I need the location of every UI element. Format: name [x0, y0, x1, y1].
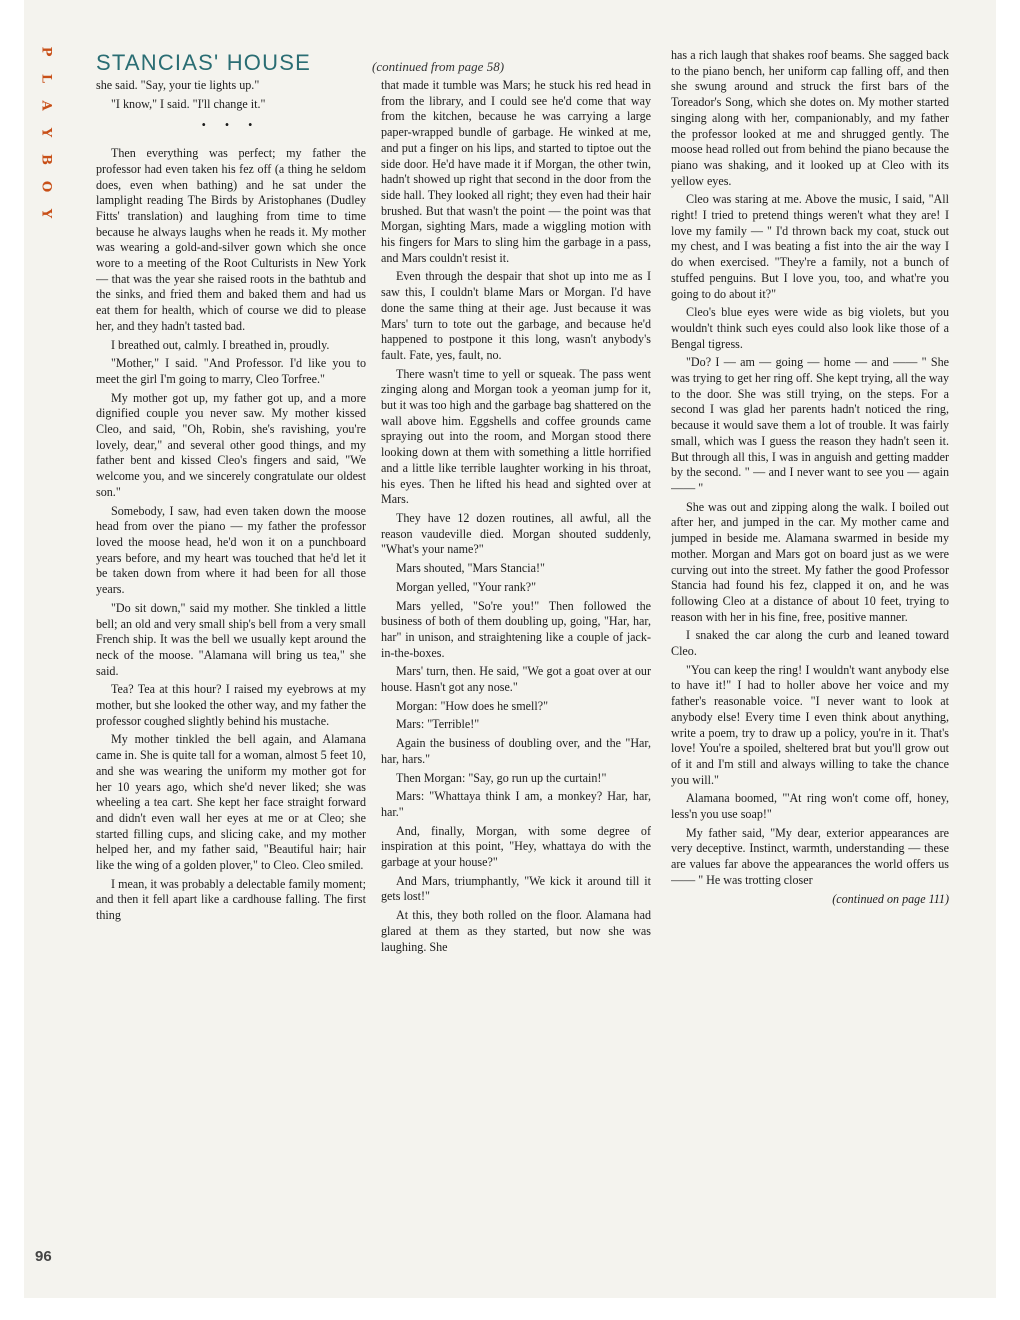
paragraph: Mars' turn, then. He said, "We got a goat over at our house. Hasn't got any nose.": [381, 664, 651, 695]
paragraph: Morgan yelled, "Your rank?": [396, 579, 537, 594]
paragraph: My father said, "My dear, exterior appearances are very deceptive. Instinct, warmth, understanding — these are values far above the appearances the world offers us —— " He was trotting closer: [671, 825, 949, 887]
paragraph: Mars: "Whattaya think I am, a monkey? Har, har, har.": [381, 789, 651, 819]
paragraph: "I know," I said. "I'll change it.": [111, 96, 266, 111]
paragraph: She was out and zipping along the walk. I boiled out after her, and jumped in the car. My mother came and jumped in beside me. Alamana swarmed in beside my mother. Morgan and Mars got on board just as we were curving out into the street. My father the good Professor Stancia had found his fez, clapped it on, and he was following Cleo at a distance of about 10 feet, trying to reason with her in his fine, free, positive manner.: [671, 499, 949, 624]
paragraph: I snaked the car along the curb and leaned toward Cleo.: [671, 628, 949, 659]
paragraph: Alamana boomed, "'At ring won't come off, honey, less'n you use soap!": [671, 791, 949, 822]
paragraph: There wasn't time to yell or squeak. The pass went zinging along and Morgan took a yeoman jump for it, but it was too high and the garbage bag shattered on the wall above him. Eggshells and coffee grounds came spraying out into the room, and Morgan stood there looking down at them with something a little horrified and a little like terrible laughter working in his throat, his eyes. Then he lifted his head and sighted over at Mars.: [381, 366, 651, 507]
paragraph: Then Morgan: "Say, go run up the curtain!": [396, 770, 607, 785]
paragraph: Tea? Tea at this hour? I raised my eyebrows at my mother, but she looked the other way, and my father the professor coughed slightly behind his mustache.: [96, 682, 366, 728]
paragraph: At this, they both rolled on the floor. Alamana had glared at them as they started, but now she was laughing. She: [381, 908, 651, 954]
text-column-1: [96, 78, 366, 1284]
paragraph: "You can keep the ring! I wouldn't want anybody else to have it!" I had to holler above her voice and my father's reasonable voice. "I never want to look at anybody else! Every time I even think about anything, write a poem, try to draw up a policy, you're in it. That's love! You're a spoiled, sheltered brat but you'll grow out of it and I'm still and always willing to take the chance you will.": [671, 662, 949, 787]
paragraph: Again the business of doubling over, and the "Har, har, hars.": [381, 736, 651, 766]
paragraph: Mars: "Terrible!": [396, 717, 480, 732]
continued-on-note: (continued on page 111): [832, 891, 949, 906]
paragraph: I breathed out, calmly. I breathed in, proudly.: [111, 337, 330, 352]
paragraph: And, finally, Morgan, with some degree of inspiration at this point, "Hey, whattaya do with the garbage at your house?": [381, 823, 651, 870]
continued-from-note: (continued from page 58): [372, 59, 505, 74]
magazine-page: [24, 0, 996, 1298]
paragraph: that made it tumble was Mars; he stuck his red head in from the library, and I could see he'd come that way from the kitchen, because he was carrying a large paper-wrapped bundle of garbage. He winked at me, and put a finger on his lips, and started to tiptoe out the side door. He'd have made it if Morgan, the other twin, hadn't showed up right that second in the door from the side hall. They looked all right; they even had their hair brushed. But that wasn't the point — the point was that Morgan, sighting Mars, made a wiggling motion with his fingers for Mars to sling him the garbage in a pass, and Mars couldn't resist it.: [381, 78, 651, 265]
paragraph: "Do? I — am — going — home — and —— " She was trying to get her ring off. She kept trying, all the way to the door. She was still trying, on the steps. For a second I was glad her parents hadn't noticed the ring, because it would save them a lot of trouble. It was fairly small, which was I guess the reason they hadn't seen it. But through all this, I was in anguish and getting madder by the second. " — and I never want to see you — again —— ": [671, 355, 949, 495]
article-title: STANCIAS' HOUSE: [96, 50, 311, 75]
article-header: [96, 50, 636, 80]
paragraph: Mars shouted, "Mars Stancia!": [396, 561, 545, 576]
paragraph: Morgan: "How does he smell?": [396, 698, 549, 713]
text-column-2: [381, 78, 651, 1284]
paragraph: she said. "Say, your tie lights up.": [96, 78, 260, 92]
paragraph: Then everything was perfect; my father the professor had even taken his fez off (a thing he seldom does, even when bathing) and he sat under the lamplight reading The Birds by Aristophanes (Dudley Fitts' translation) and laughing from time to time because he always laughs when he reads it. My mother was wearing a gold-and-silver gown which she once wore to a meeting of the Root Culturists in New York — that was the year she raised roots in the bathtub and the sinks, and fried them and baked them and had us eat them for health, which of course we did to please her, and they hadn't tasted bad.: [96, 146, 366, 333]
paragraph: I mean, it was probably a delectable family moment; and then it fell apart like a cardhouse falling. The first thing: [96, 876, 366, 923]
paragraph: "Do sit down," said my mother. She tinkled a little bell; an old and very small ship's bell from a very small French ship. It was the bell we usually kept around the neck of the moose. "Alamana will bring us tea," she said.: [96, 600, 366, 678]
paragraph: "Mother," I said. "And Professor. I'd like you to meet the girl I'm going to marry, Cleo Torfree.": [96, 356, 366, 386]
paragraph: My mother got up, my father got up, and a more dignified couple you never saw. My mother kissed Cleo, and said, "Oh, Robin, she's ravishing, you're lovely, dear," and several other good things, and my father bent and kissed Cleo's fingers and said, "We welcome you, and we sincerely congratulate our oldest son.": [96, 390, 366, 499]
paragraph: And Mars, triumphantly, "We kick it around till it gets lost!": [381, 873, 651, 904]
paragraph: Cleo was staring at me. Above the music, I said, "All right! I tried to pretend things weren't what they are! I love my family — " I'd thrown back my coat, stuck out my chest, and I was beating a fist into the air the way I do when exercised. "They're a family, not a bunch of stuffed penguins. But I love you, too, and what're you going to do about it?": [671, 192, 949, 301]
paragraph: They have 12 dozen routines, all awful, all the reason vaudeville died. Morgan shouted suddenly, "What's your name?": [381, 510, 651, 557]
paragraph: Even through the despair that shot up into me as I saw this, I couldn't blame Mars or Morgan. I'd have done the same thing at their age. Just because it was Mars' turn to tote out the garbage, and because he'd happened to postpone it this long, wasn't anybody's fault. Fate, yes, fault, no.: [381, 269, 651, 362]
paragraph: My mother tinkled the bell again, and Alamana came in. She is quite tall for a woman, almost 5 feet 10, and she was wearing the uniform my mother got for her 10 years ago, which she'd never liked; she was wheeling a tea cart. She kept her face straight forward and didn't even wall her eyes at me or at Cleo; she started filling cups, and slicing cake, and my mother helped her, and my father said, "Beautiful hair; hair like the wing of a golden plover," to Cleo. Cleo smiled.: [96, 732, 366, 873]
paragraph: has a rich laugh that shakes roof beams. She sagged back to the piano bench, her uniform cap falling off, and then she swung around and struck the first bars of the Toreador's Song, which she dotes on. My mother started singing along with her, companionably, and my father the professor looked at me and shrugged gently. The moose head rolled out from behind the piano because the piano was shaking, and it looked up at Cleo with its yellow eyes.: [671, 48, 949, 188]
page-number: 96: [35, 1248, 52, 1265]
text-column-3: [671, 48, 949, 1284]
paragraph: Mars yelled, "So're you!" Then followed the business of both of them doubling up, going, "Har, har, har" in unison, and straightening like a couple of jack-in-the-boxes.: [381, 598, 651, 660]
paragraph: Cleo's blue eyes were wide as big violets, but you wouldn't think such eyes could also look like those of a Bengal tigress.: [671, 305, 949, 351]
section-break: • • •: [201, 118, 261, 133]
paragraph: Somebody, I saw, had even taken down the moose head from over the piano — my father the professor loved the moose head, he'd won it on a punchboard years before, and my heart was touched that he'd let it be taken down from where it had been for all those years.: [96, 503, 366, 597]
magazine-logo-vertical: P L A Y B O Y: [38, 46, 54, 219]
